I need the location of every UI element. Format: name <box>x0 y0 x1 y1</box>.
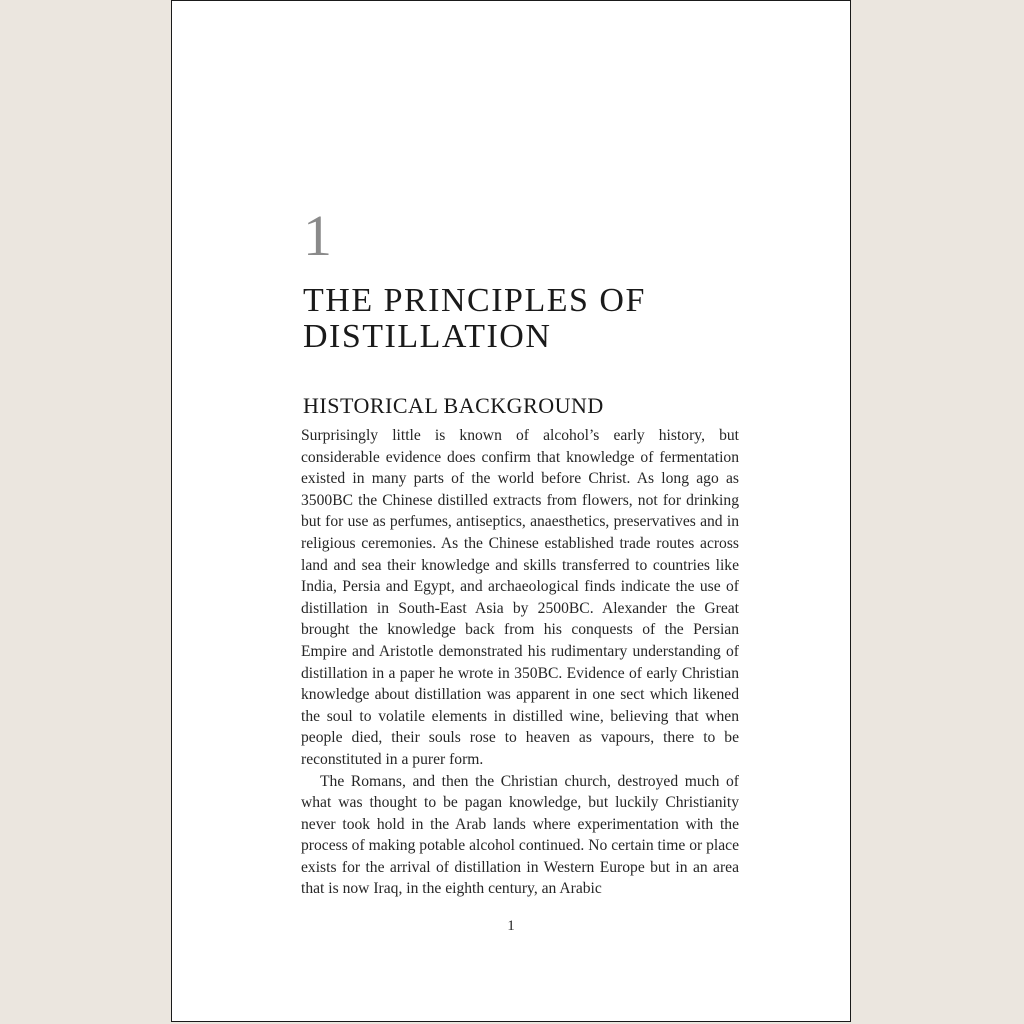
paragraph-2: The Romans, and then the Christian church, destroyed much of what was thought to be pagan knowledge, but luckily Christianity never took hold in the Arab lands where experimentation with the process of making potable alcohol continued. No certain time or place exists for the arrival of distillation in Western Europe but in an area that is now Iraq, in the eighth century, an Arabic <box>301 772 739 898</box>
era-abbreviation: BC <box>332 491 353 509</box>
page-number: 1 <box>507 918 515 934</box>
era-abbreviation: BC <box>568 599 590 617</box>
chapter-number: 1 <box>303 203 332 268</box>
paragraph-1-text-b: the Chinese distilled extracts from flowers, not for drinking but for use as perfumes, antiseptics, anaesthetics, preservatives and in religious ceremonies. As the Chinese established trade routes across land and sea their knowledge and skills transferred to countries like India, Persia and Egypt, and archaeological finds indicate the use of distillation in South-East Asia by 2500 <box>301 491 739 617</box>
era-abbreviation: BC <box>537 664 559 682</box>
chapter-title <box>303 283 646 355</box>
paragraph-1-text-c: . Alexander the Great brought the knowledge back from his conquests of the Persian Empire and Aristotle demonstrated his rudimentary understanding of distillation in a paper he wrote in 350 <box>301 599 739 682</box>
book-page <box>171 0 851 1022</box>
chapter-title-line-1: THE PRINCIPLES OF <box>303 282 646 319</box>
chapter-title-line-2: DISTILLATION <box>303 318 552 355</box>
paragraph-1-text-d: . Evidence of early Christian knowledge about distillation was apparent in one sect which likened the soul to volatile elements in distilled wine, believing that when people died, their souls rose to heaven as vapours, there to be reconstituted in a purer form. <box>301 664 739 768</box>
paragraph-1-text-a: Surprisingly little is known of alcohol’s early history, but considerable evidence does confirm that knowledge of fermentation existed in many parts of the world before Christ. As long ago as 3500 <box>301 427 739 509</box>
body-text <box>301 425 739 900</box>
section-heading: HISTORICAL BACKGROUND <box>303 393 604 418</box>
paragraph-1 <box>301 425 739 771</box>
